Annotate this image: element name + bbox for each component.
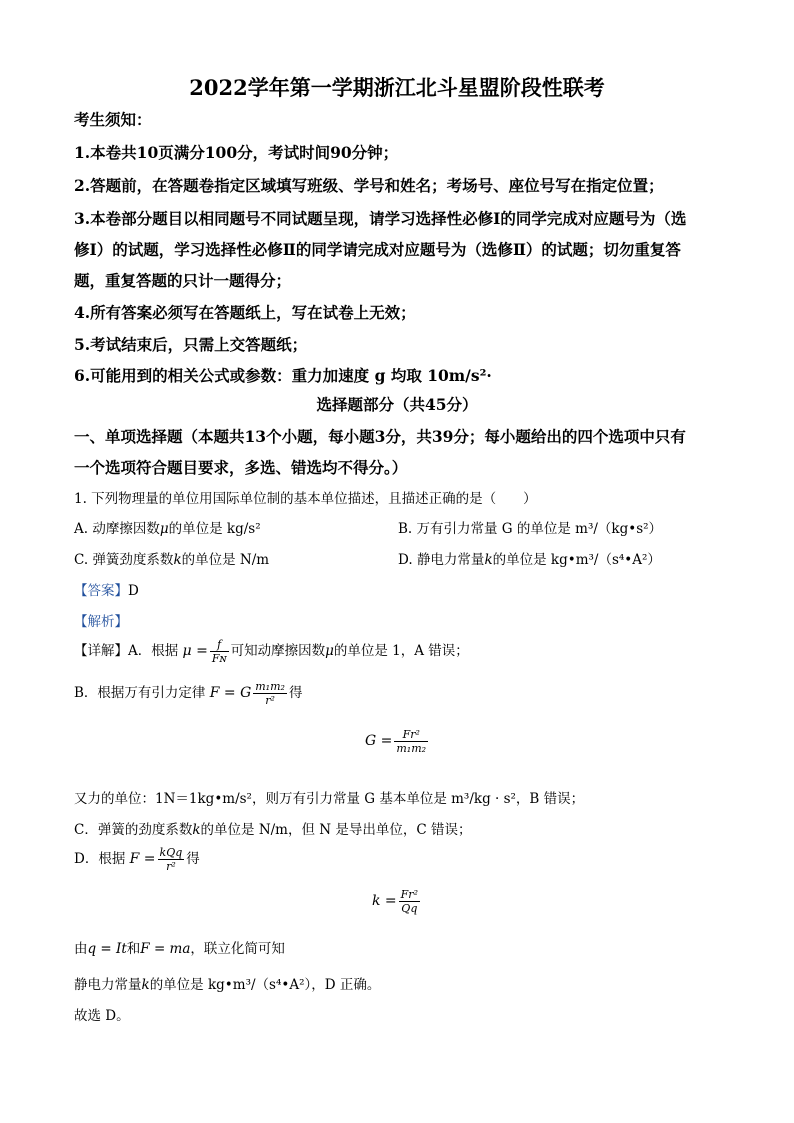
equation-k	[372, 888, 422, 915]
detail-b-fraction	[253, 680, 287, 707]
option-a-unit: 的单位是 kg/s²	[168, 521, 261, 537]
option-a[interactable]	[74, 517, 261, 537]
analysis-label: 【解析】	[74, 614, 128, 630]
notice-item-5: 5.考试结束后，只需上交答题纸；	[74, 335, 308, 354]
detail-d-result-b: 的单位是 kg•m³/（s⁴•A²），D 正确。	[149, 977, 381, 993]
detail-a-num: f	[210, 638, 229, 652]
answer-line	[74, 579, 139, 599]
option-d-letter: D.	[398, 552, 413, 568]
option-c-symbol: k	[173, 552, 182, 568]
detail-c-suffix: 的单位是 N/m，但 N 是导出单位，C 错误；	[200, 822, 472, 838]
equation-g-den: m₁m₂	[396, 742, 427, 755]
equation-k-den: Qq	[401, 902, 418, 915]
notice-item-4: 4.所有答案必须写在答题纸上，写在试卷上无效；	[74, 303, 416, 322]
detail-c-symbol: k	[192, 822, 201, 838]
option-d[interactable]	[398, 548, 661, 568]
answer-value: D	[128, 583, 139, 599]
detail-b-suffix: 得	[288, 685, 303, 701]
detail-d-result-k: k	[141, 977, 150, 993]
option-c[interactable]	[74, 548, 269, 568]
detail-d-num: kQq	[159, 846, 183, 859]
page-title: 2022学年第一学期浙江北斗星盟阶段性联考	[189, 75, 605, 100]
detail-d-eq: F =	[129, 851, 156, 867]
option-c-unit: 的单位是 N/m	[181, 552, 270, 568]
detail-b	[74, 680, 302, 707]
detail-d-suffix: 得	[186, 851, 200, 867]
equation-g	[365, 728, 430, 755]
detail-a-suffix: 的单位是 1，A 错误；	[333, 643, 469, 659]
detail-d	[74, 846, 200, 873]
detail-a-prefix: 【详解】A．根据	[74, 643, 179, 659]
detail-a	[74, 638, 469, 665]
option-c-text: 弹簧劲度系数	[92, 552, 174, 568]
detail-a-mu-eq: μ =	[182, 643, 208, 659]
detail-b-units: 又力的单位：1N＝1kg•m/s²，则万有引力常量 G 基本单位是 m³/kg · s²，B 错误；	[74, 791, 585, 807]
detail-d-combine	[74, 937, 285, 957]
notice-item-6: 6.可能用到的相关公式或参数：重力加速度 g 均取 10m/s²·	[74, 366, 492, 385]
detail-d-combine-f: F = ma	[140, 941, 191, 957]
option-d-symbol: k	[484, 552, 493, 568]
option-b-text: 万有引力常量 G 的单位是 m³/（kg•s²）	[416, 521, 663, 537]
detail-b-den: r²	[265, 694, 275, 707]
part-heading-cont: 一个选项符合题目要求，多选、错选均不得分。）	[74, 458, 408, 477]
option-a-text: 动摩擦因数	[92, 521, 160, 537]
detail-b-eq: F = G	[209, 685, 252, 701]
equation-g-num: Fr²	[394, 728, 428, 742]
detail-d-combine-a: 由	[74, 941, 88, 957]
conclusion: 故选 D。	[74, 1008, 130, 1024]
detail-d-combine-b: 和	[126, 941, 141, 957]
notice-item-3-cont-1: 修Ⅰ）的试题，学习选择性必修Ⅱ的同学请完成对应题号为（选修Ⅱ）的试题；切勿重复答	[74, 240, 681, 259]
detail-a-mid: 可知动摩擦因数	[230, 643, 326, 659]
answer-label: 【答案】	[74, 583, 128, 599]
detail-a-fraction	[210, 638, 229, 665]
notice-heading: 考生须知：	[74, 110, 152, 129]
option-d-text: 静电力常量	[416, 552, 485, 568]
option-b-letter: B.	[398, 521, 413, 537]
section-heading: 选择题部分（共45分）	[316, 395, 478, 414]
question-stem: 1. 下列物理量的单位用国际单位制的基本单位描述，且描述正确的是（ ）	[74, 491, 537, 507]
detail-d-fraction	[158, 846, 185, 873]
option-b[interactable]	[398, 517, 662, 537]
detail-a-mu: μ	[325, 643, 334, 659]
notice-item-3: 3.本卷部分题目以相同题号不同试题呈现，请学习选择性必修Ⅰ的同学完成对应题号为（选	[74, 209, 687, 228]
part-heading: 一、单项选择题（本题共13个小题，每小题3分，共39分；每小题给出的四个选项中只有	[74, 427, 686, 446]
notice-item-1: 1.本卷共10页满分100分，考试时间90分钟；	[74, 143, 399, 162]
option-a-symbol: μ	[159, 521, 169, 537]
detail-d-result-a: 静电力常量	[74, 977, 142, 993]
detail-b-prefix: B．根据万有引力定律	[74, 685, 206, 701]
equation-k-lhs: k =	[372, 893, 397, 909]
equation-k-fraction	[399, 888, 420, 915]
detail-c-prefix: C．弹簧的劲度系数	[74, 822, 193, 838]
detail-d-combine-c: ，联立化简可知	[190, 941, 285, 957]
detail-d-den: r²	[166, 860, 176, 873]
detail-d-result	[74, 973, 380, 993]
option-c-letter: C.	[74, 552, 89, 568]
detail-c	[74, 818, 472, 838]
detail-d-combine-q: q = It	[87, 941, 127, 957]
notice-item-2: 2.答题前，在答题卷指定区域填写班级、学号和姓名；考场号、座位号写在指定位置；	[74, 176, 664, 195]
equation-g-fraction	[394, 728, 428, 755]
option-a-letter: A.	[74, 521, 89, 537]
option-d-unit: 的单位是 kg•m³/（s⁴•A²）	[492, 552, 661, 568]
equation-g-lhs: G =	[365, 733, 393, 749]
detail-d-prefix: D．根据	[74, 851, 126, 867]
detail-a-den: Fɴ	[211, 652, 227, 665]
notice-item-3-cont-2: 题，重复答题的只计一题得分；	[74, 271, 292, 290]
equation-k-num: Fr²	[400, 888, 418, 901]
detail-b-num: m₁m₂	[255, 680, 285, 693]
